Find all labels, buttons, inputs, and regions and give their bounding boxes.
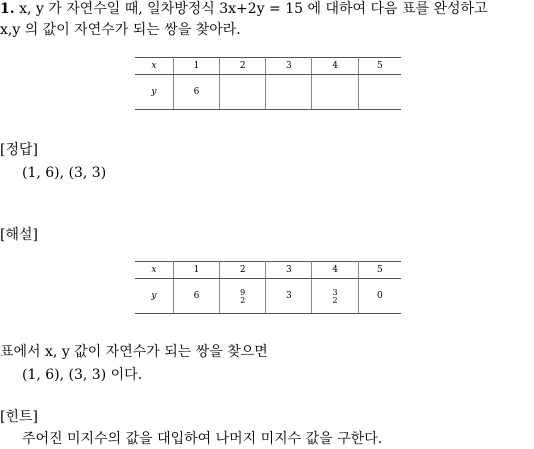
table-cell xyxy=(312,75,358,110)
hint-text: 주어진 미지수의 값을 대입하여 나머지 미지수 값을 구한다. xyxy=(22,431,383,447)
table-cell: 4 xyxy=(312,262,358,279)
problem-line-1 xyxy=(0,0,488,18)
table-cell: x xyxy=(135,58,173,75)
table-cell: 3 xyxy=(266,279,312,314)
fraction xyxy=(333,289,338,305)
table-cell xyxy=(358,75,401,110)
table-cell: 0 xyxy=(358,279,401,314)
fraction-denominator: 2 xyxy=(332,295,338,305)
fraction-denominator: 2 xyxy=(240,295,246,305)
value-table-blank xyxy=(135,57,401,110)
table-cell: 3 xyxy=(266,58,312,75)
fraction-numerator: 9 xyxy=(240,287,246,297)
solution-line-2: (1, 6), (3, 3) 이다. xyxy=(22,367,143,383)
table-cell: 2 xyxy=(220,262,266,279)
fraction-numerator: 3 xyxy=(332,287,338,297)
fraction xyxy=(240,289,245,305)
table-cell: 1 xyxy=(173,262,219,279)
table-cell: 5 xyxy=(358,262,401,279)
table-cell: 6 xyxy=(173,279,219,314)
hint-label: [힌트] xyxy=(0,409,38,425)
solution-line-1: 표에서 x, y 값이 자연수가 되는 쌍을 찾으면 xyxy=(0,344,268,360)
table-cell: y xyxy=(135,279,173,314)
table-cell: 6 xyxy=(173,75,219,110)
table-cell-fraction xyxy=(312,279,358,314)
problem-line-2: x,y 의 값이 자연수가 되는 쌍을 찾아라. xyxy=(0,22,241,38)
answer-text: (1, 6), (3, 3) xyxy=(22,165,107,181)
table-cell: 2 xyxy=(220,58,266,75)
table-cell-fraction xyxy=(220,279,266,314)
table-cell: y xyxy=(135,75,173,110)
table-cell: x xyxy=(135,262,173,279)
table-header-row xyxy=(135,262,401,279)
table-row xyxy=(135,75,401,110)
solution-label: [해설] xyxy=(0,227,38,243)
table-cell xyxy=(220,75,266,110)
table-cell xyxy=(266,75,312,110)
table-cell: 1 xyxy=(173,58,219,75)
problem-text-1: x, y 가 자연수일 때, 일차방정식 3x+2y = 15 에 대하여 다음 표를 완성하고 xyxy=(19,1,488,17)
table-cell: 4 xyxy=(312,58,358,75)
problem-number: 1. xyxy=(0,1,15,17)
answer-label: [정답] xyxy=(0,142,38,158)
table-cell: 5 xyxy=(358,58,401,75)
value-table-solution xyxy=(135,261,401,314)
table-row xyxy=(135,279,401,314)
table-cell: 3 xyxy=(266,262,312,279)
table-header-row xyxy=(135,58,401,75)
